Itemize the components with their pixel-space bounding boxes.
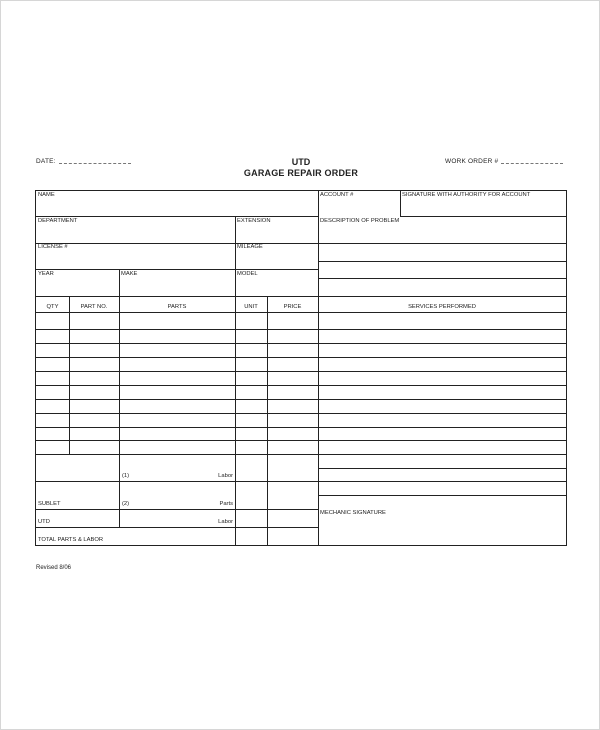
grid-line	[36, 427, 566, 428]
grid-line	[400, 216, 566, 217]
license-label: LICENSE #	[38, 244, 68, 250]
date-label: DATE:	[36, 158, 56, 165]
labor-line-number: (1)	[122, 473, 130, 479]
mechanic-signature-label: MECHANIC SIGNATURE	[320, 510, 386, 516]
name-label: NAME	[38, 192, 55, 198]
grid-line	[36, 329, 566, 330]
grid-line	[318, 261, 566, 262]
grid-line	[267, 296, 268, 545]
mileage-label: MILEAGE	[237, 244, 263, 250]
grid-line	[36, 243, 566, 244]
grid-line	[69, 296, 70, 454]
parts-label: Parts	[219, 501, 233, 507]
grid-line	[400, 191, 401, 216]
col-unit: UNIT	[244, 304, 258, 310]
repair-order-form	[35, 190, 567, 546]
total-parts-labor-label: TOTAL PARTS & LABOR	[38, 537, 104, 543]
grid-line	[235, 216, 236, 296]
col-services-performed: SERVICES PERFORMED	[408, 304, 476, 310]
description-label: DESCRIPTION OF PROBLEM	[320, 218, 400, 224]
grid-line	[36, 413, 566, 414]
grid-line	[36, 312, 566, 313]
work-order-blank[interactable]	[501, 163, 563, 164]
account-label: ACCOUNT #	[320, 192, 354, 198]
col-price: PRICE	[283, 304, 302, 310]
grid-line	[119, 296, 120, 527]
labor-label: Labor	[218, 473, 233, 479]
col-parts: PARTS	[167, 304, 187, 310]
revision-note: Revised 8/06	[36, 565, 72, 571]
grid-line	[36, 385, 566, 386]
grid-line	[235, 296, 236, 545]
grid-line	[36, 371, 566, 372]
grid-line	[36, 357, 566, 358]
model-label: MODEL	[237, 271, 258, 277]
form-title: GARAGE REPAIR ORDER	[243, 168, 359, 178]
work-order-label: WORK ORDER #	[445, 158, 499, 165]
grid-line	[36, 440, 566, 441]
grid-line	[36, 399, 566, 400]
department-label: DEPARTMENT	[38, 218, 78, 224]
grid-line	[318, 191, 319, 545]
grid-line	[36, 343, 566, 344]
year-label: YEAR	[38, 271, 54, 277]
grid-line	[318, 495, 566, 496]
parts-line-number: (2)	[122, 501, 130, 507]
make-label: MAKE	[121, 271, 138, 277]
grid-line	[36, 454, 566, 455]
utd-label: UTD	[38, 519, 50, 525]
grid-line	[36, 509, 318, 510]
extension-label: EXTENSION	[237, 218, 271, 224]
work-order-field[interactable]	[445, 158, 563, 165]
sublet-label: SUBLET	[38, 501, 61, 507]
grid-line	[36, 216, 318, 217]
signature-authority-label: SIGNATURE WITH AUTHORITY FOR ACCOUNT	[402, 192, 531, 198]
grid-line	[119, 269, 120, 296]
col-qty: QTY	[46, 304, 59, 310]
grid-line	[36, 527, 318, 528]
grid-line	[36, 481, 566, 482]
grid-line	[36, 269, 318, 270]
utd-labor-label: Labor	[218, 519, 233, 525]
grid-line	[318, 468, 566, 469]
grid-line	[318, 278, 566, 279]
company-name: UTD	[291, 157, 311, 167]
col-part-no: PART NO.	[80, 304, 108, 310]
grid-line	[36, 296, 566, 297]
